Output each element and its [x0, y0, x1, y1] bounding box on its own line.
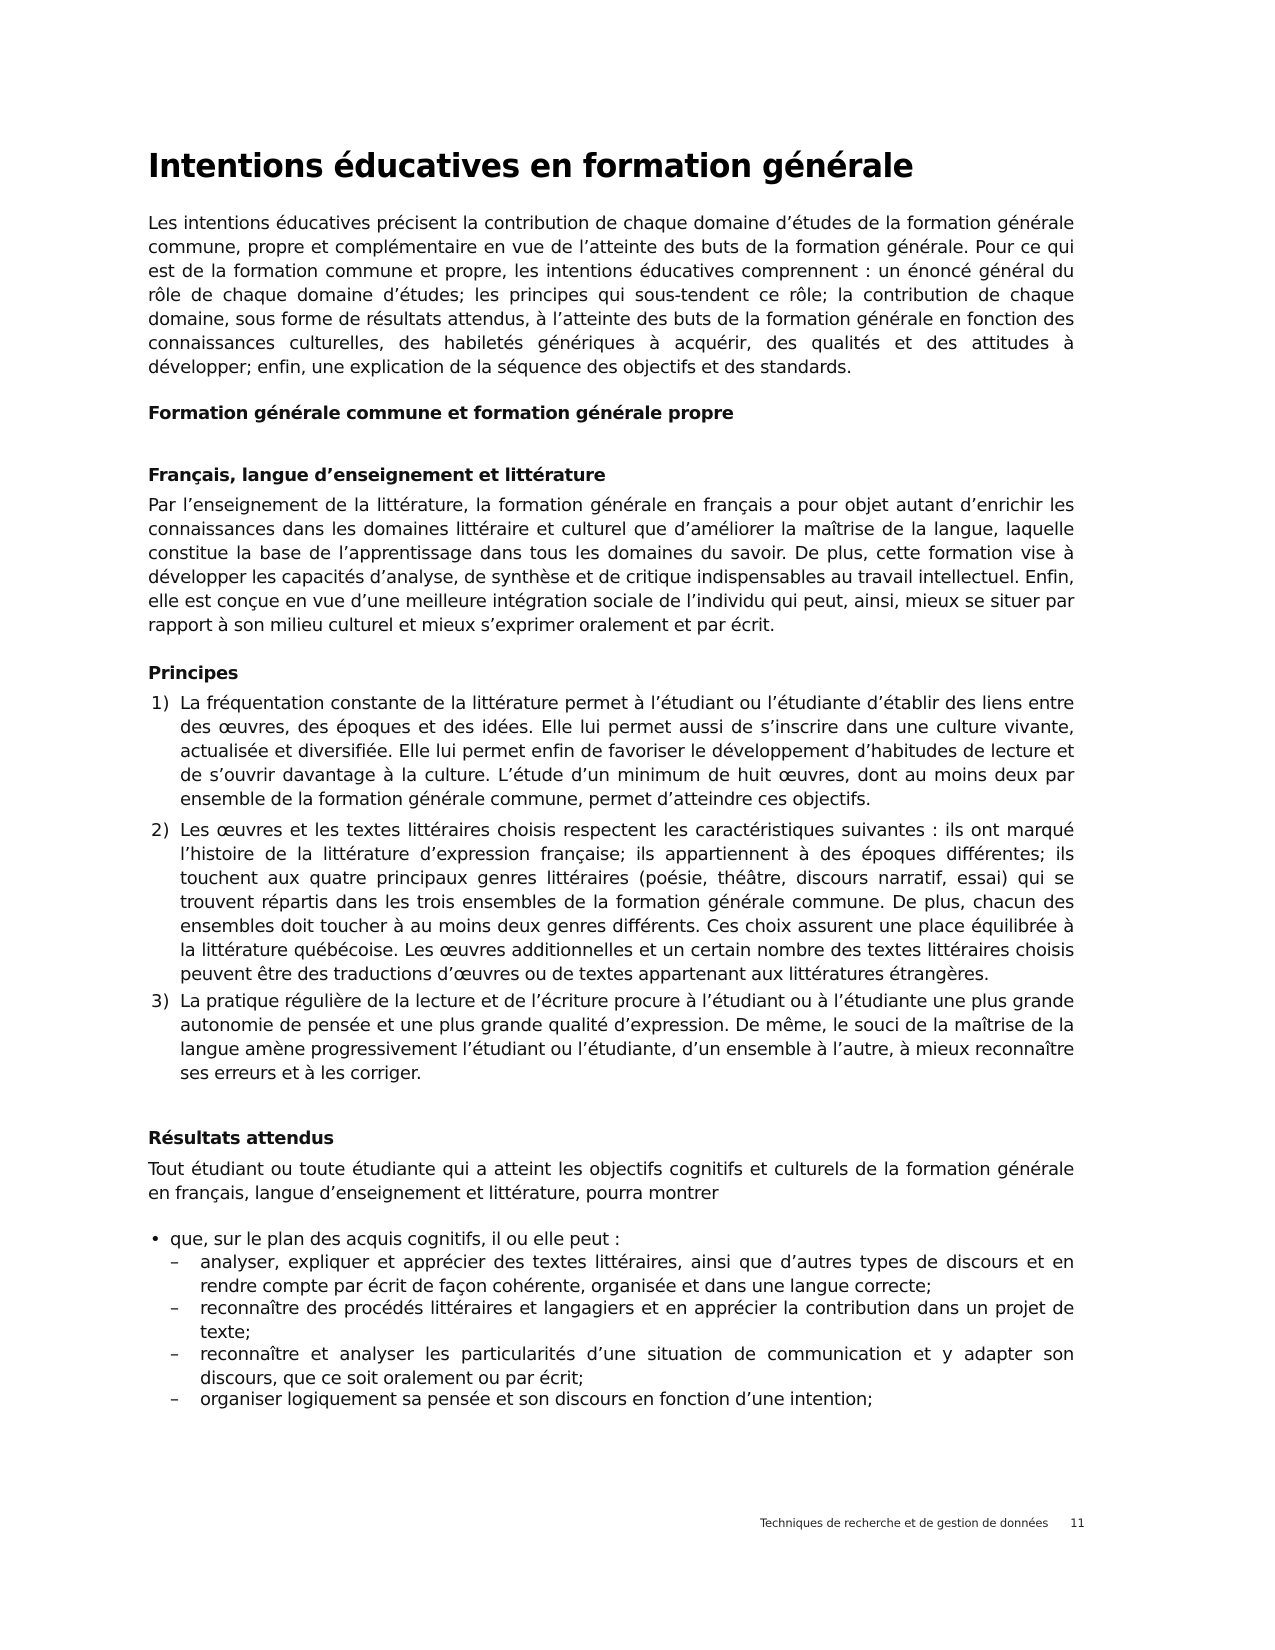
- dash-item: [148, 1388, 1074, 1412]
- dash-item: [148, 1343, 1074, 1391]
- dash-icon: –: [170, 1298, 179, 1319]
- resultats-intro: Tout étudiant ou toute étudiante qui a atteint les objectifs cognitifs et culturels de la formation générale en français, langue d’enseignement et littérature, pourra montrer: [148, 1159, 1074, 1204]
- dash-item: [148, 1297, 1074, 1345]
- subsection-paragraph: Par l’enseignement de la littérature, la formation générale en français a pour objet autant d’enrichir les connaissances dans les domaines littéraire et culturel que d’améliorer la maîtrise de la langue, laquelle constitue la base de l’apprentissage dans tous les domaines du savoir. De plus, cette formation vise à développer les capacités d’analyse, de synthèse et de critique indispensables au travail intellectuel. Enfin, elle est conçue en vue d’une meilleure intégration sociale de l’individu qui peut, ainsi, mieux se situer par rapport à son milieu culturel et mieux s’exprimer oralement et par écrit.: [148, 495, 1074, 636]
- item-number: 1): [151, 693, 170, 714]
- page-title: Intentions éducatives en formation générale: [148, 146, 914, 185]
- intro-paragraph: Les intentions éducatives précisent la contribution de chaque domaine d’études de la formation générale commune, propre et complémentaire en vue de l’atteinte des buts de la formation générale. Pour ce qui est de la formation commune et propre, les intentions éducatives comprennent : un énoncé général du rôle de chaque domaine d’études; les principes qui sous-tendent ce rôle; la contribution de chaque domaine, sous forme de résultats attendus, à l’atteinte des buts de la formation générale en fonction des connaissances culturelles, des habiletés génériques à acquérir, des qualités et des attitudes à développer; enfin, une explication de la séquence des objectifs et des standards.: [148, 213, 1074, 378]
- dash-text: organiser logiquement sa pensée et son discours en fonction d’une intention;: [200, 1389, 873, 1410]
- principes-heading: Principes: [148, 663, 239, 684]
- principe-item: [148, 990, 1074, 1086]
- dash-item: [148, 1251, 1074, 1299]
- dash-text: reconnaître et analyser les particularités d’une situation de communication et y adapter son discours, que ce soit oralement ou par écrit;: [200, 1344, 1074, 1389]
- item-text: La fréquentation constante de la littérature permet à l’étudiant ou l’étudiante d’établir des liens entre des œuvres, des époques et des idées. Elle lui permet aussi de s’inscrire dans une culture vivante, actualisée et diversifiée. Elle lui permet enfin de favoriser le développement d’habitudes de lecture et de s’ouvrir davantage à la culture. L’étude d’un minimum de huit œuvres, dont au moins deux par ensemble de la formation générale commune, permet d’atteindre ces objectifs.: [180, 693, 1074, 810]
- dash-text: analyser, expliquer et apprécier des textes littéraires, ainsi que d’autres types de discours et en rendre compte par écrit de façon cohérente, organisée et dans une langue correcte;: [200, 1252, 1074, 1297]
- principe-item: [148, 819, 1074, 987]
- page-number: 11: [1070, 1516, 1085, 1530]
- item-text: La pratique régulière de la lecture et de l’écriture procure à l’étudiant ou à l’étudiante une plus grande autonomie de pensée et une plus grande qualité d’expression. De même, le souci de la maîtrise de la langue amène progressivement l’étudiant ou l’étudiante, d’un ensemble à l’autre, à mieux reconnaître ses erreurs et à les corriger.: [180, 991, 1074, 1084]
- dash-icon: –: [170, 1389, 179, 1410]
- principe-item: [148, 692, 1074, 812]
- section-heading: Formation générale commune et formation générale propre: [148, 403, 734, 424]
- dash-icon: –: [170, 1252, 179, 1273]
- subsection-heading: Français, langue d’enseignement et littérature: [148, 465, 606, 486]
- bullet-icon: •: [150, 1229, 161, 1250]
- item-number: 3): [151, 991, 170, 1012]
- footer-title: Techniques de recherche et de gestion de données: [760, 1516, 1049, 1530]
- bullet-item: [148, 1228, 1074, 1252]
- item-number: 2): [151, 820, 170, 841]
- resultats-heading: Résultats attendus: [148, 1128, 334, 1149]
- page-footer: [760, 1516, 1085, 1530]
- bullet-text: que, sur le plan des acquis cognitifs, il ou elle peut :: [170, 1229, 620, 1250]
- dash-icon: –: [170, 1344, 179, 1365]
- dash-text: reconnaître des procédés littéraires et langagiers et en apprécier la contribution dans un projet de texte;: [200, 1298, 1074, 1343]
- item-text: Les œuvres et les textes littéraires choisis respectent les caractéristiques suivantes : ils ont marqué l’histoire de la littérature d’expression française; ils appartiennent à des époques différentes; ils touchent aux quatre principaux genres littéraires (poésie, théâtre, discours narratif, essai) qui se trouvent répartis dans les trois ensembles de la formation générale commune. De plus, chacun des ensembles doit toucher à au moins deux genres différents. Ces choix assurent une place équilibrée à la littérature québécoise. Les œuvres additionnelles et un certain nombre des textes littéraires choisis peuvent être des traductions d’œuvres ou de textes appartenant aux littératures étrangères.: [180, 820, 1074, 985]
